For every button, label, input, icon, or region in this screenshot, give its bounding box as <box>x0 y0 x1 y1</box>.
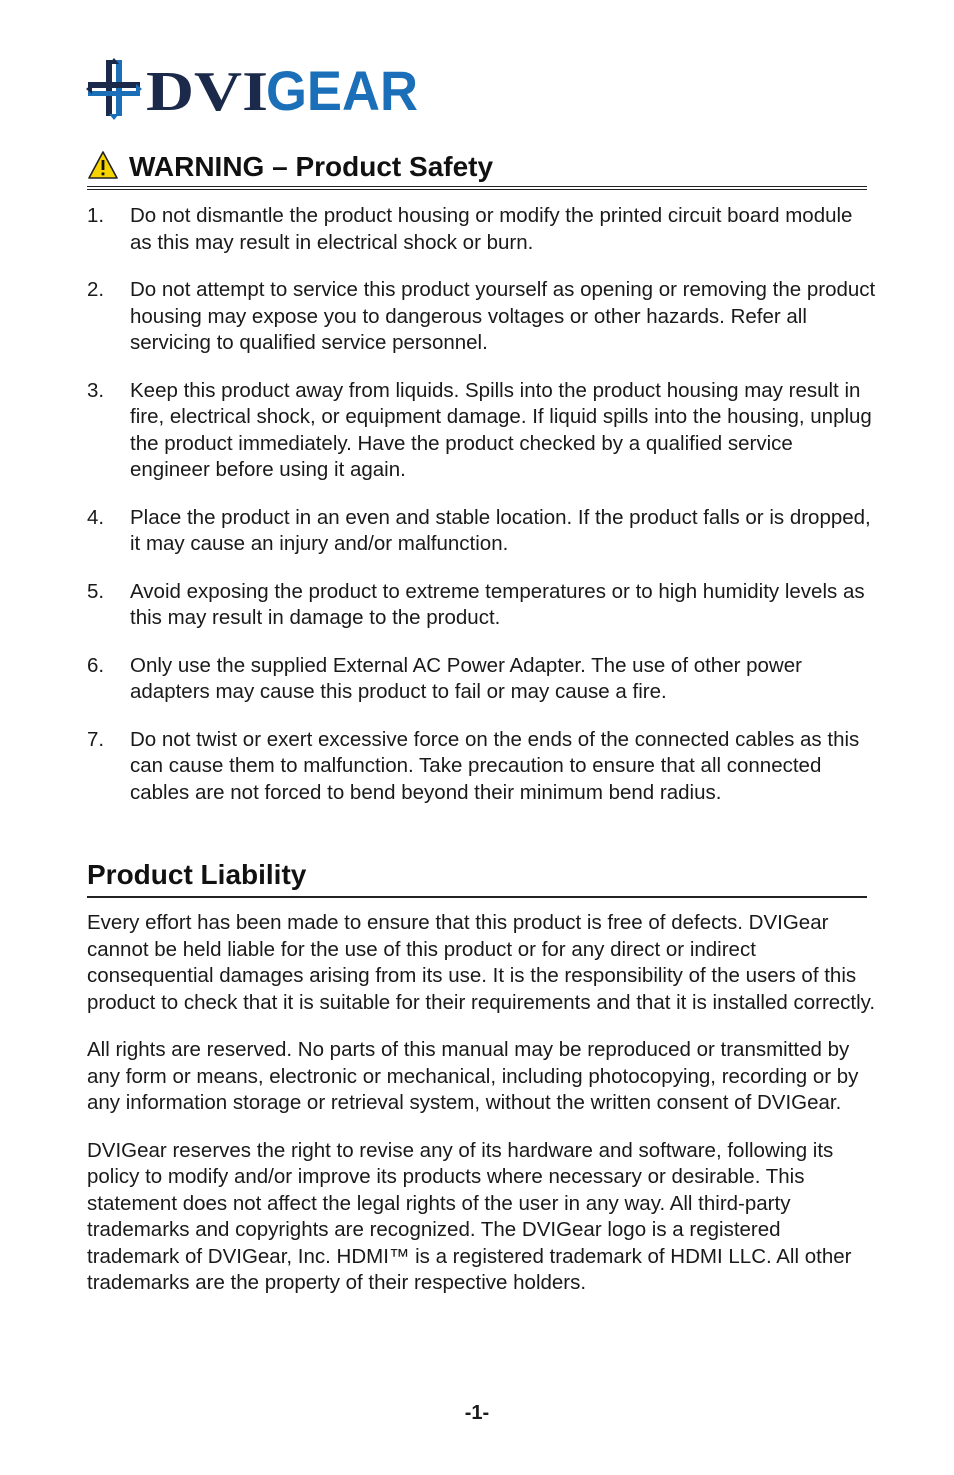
warning-rule-bottom <box>87 189 867 190</box>
warning-triangle-icon <box>87 150 119 180</box>
liability-paragraph: Every effort has been made to ensure that this product is free of defects. DVIGear cannot be held liable for the use of this product or for any direct or indirect consequential damages arising from its use. It is the responsibility of the users of this product to check that it is suitable for their requirements and that it is installed correctly. <box>87 911 876 1014</box>
liability-heading-text: Product Liability <box>87 858 307 890</box>
warning-heading-text: WARNING – Product Safety <box>129 150 494 182</box>
list-item <box>87 579 877 632</box>
list-item-number: 4. <box>87 505 105 529</box>
list-item <box>87 505 877 558</box>
liability-paragraph: DVIGear reserves the right to revise any of its hardware and software, following its policy to modify and/or improve its products where necessary or desirable. This statement does not affect the legal rights of the user in any way. All third-party trademarks and copyrights are recognized. The DVIGear logo is a registered trademark of DVIGear, Inc. HDMI™ is a registered trademark of HDMI LLC. All other trademarks are the property of their respective holders. <box>87 1138 852 1294</box>
list-item-number: 2. <box>87 278 105 301</box>
list-item-number: 6. <box>87 653 105 677</box>
list-item-number: 1. <box>87 204 105 227</box>
safety-list <box>87 203 877 827</box>
list-item-text: Do not attempt to service this product yourself as opening or removing the product housing may expose you to dangerous voltages or other hazards. Refer all servicing to qualified service personnel. <box>130 278 876 354</box>
list-item-number: 5. <box>87 579 105 603</box>
list-item-text: Do not twist or exert excessive force on the ends of the connected cables as this can cause them to malfunction. Take precaution to ensure that all connected cables are not forced to bend beyond their minimum bend radius. <box>130 727 860 804</box>
page-number: -1- <box>464 1402 490 1424</box>
dvigear-logo <box>86 58 426 120</box>
list-item <box>87 727 877 807</box>
list-item-number: 7. <box>87 727 105 751</box>
list-item-number: 3. <box>87 378 105 402</box>
warning-heading <box>87 148 867 184</box>
list-item-text: Place the product in an even and stable location. If the product falls or is dropped, it may cause an injury and/or malfunction. <box>130 505 871 555</box>
logo-cross-icon <box>86 58 142 120</box>
liability-paragraph: All rights are reserved. No parts of this manual may be reproduced or transmitted by any form or means, electronic or mechanical, including photocopying, recording or by any information storage or retrieval system, without the written consent of DVIGear. <box>87 1038 859 1114</box>
list-item-text: Only use the supplied External AC Power Adapter. The use of other power adapters may cause this product to fail or may cause a fire. <box>130 653 802 703</box>
list-item <box>87 203 877 256</box>
list-item-text: Do not dismantle the product housing or modify the printed circuit board module as this may result in electrical shock or burn. <box>130 204 853 254</box>
warning-rule-top <box>87 186 867 187</box>
list-item-text: Keep this product away from liquids. Spills into the product housing may result in fire, electrical shock, or equipment damage. If liquid spills into the housing, unplug the product immediately. Have the product checked by a qualified service engineer before using it again. <box>130 378 872 481</box>
liability-body <box>87 910 877 1318</box>
liability-rule <box>87 896 867 898</box>
svg-text:GEAR: GEAR <box>266 59 418 120</box>
list-item <box>87 653 877 706</box>
svg-text:DVI: DVI <box>146 61 268 120</box>
list-item <box>87 277 877 357</box>
list-item-text: Avoid exposing the product to extreme temperatures or to high humidity levels as this may result in damage to the product. <box>130 579 865 629</box>
list-item <box>87 378 877 484</box>
liability-heading <box>87 856 867 892</box>
